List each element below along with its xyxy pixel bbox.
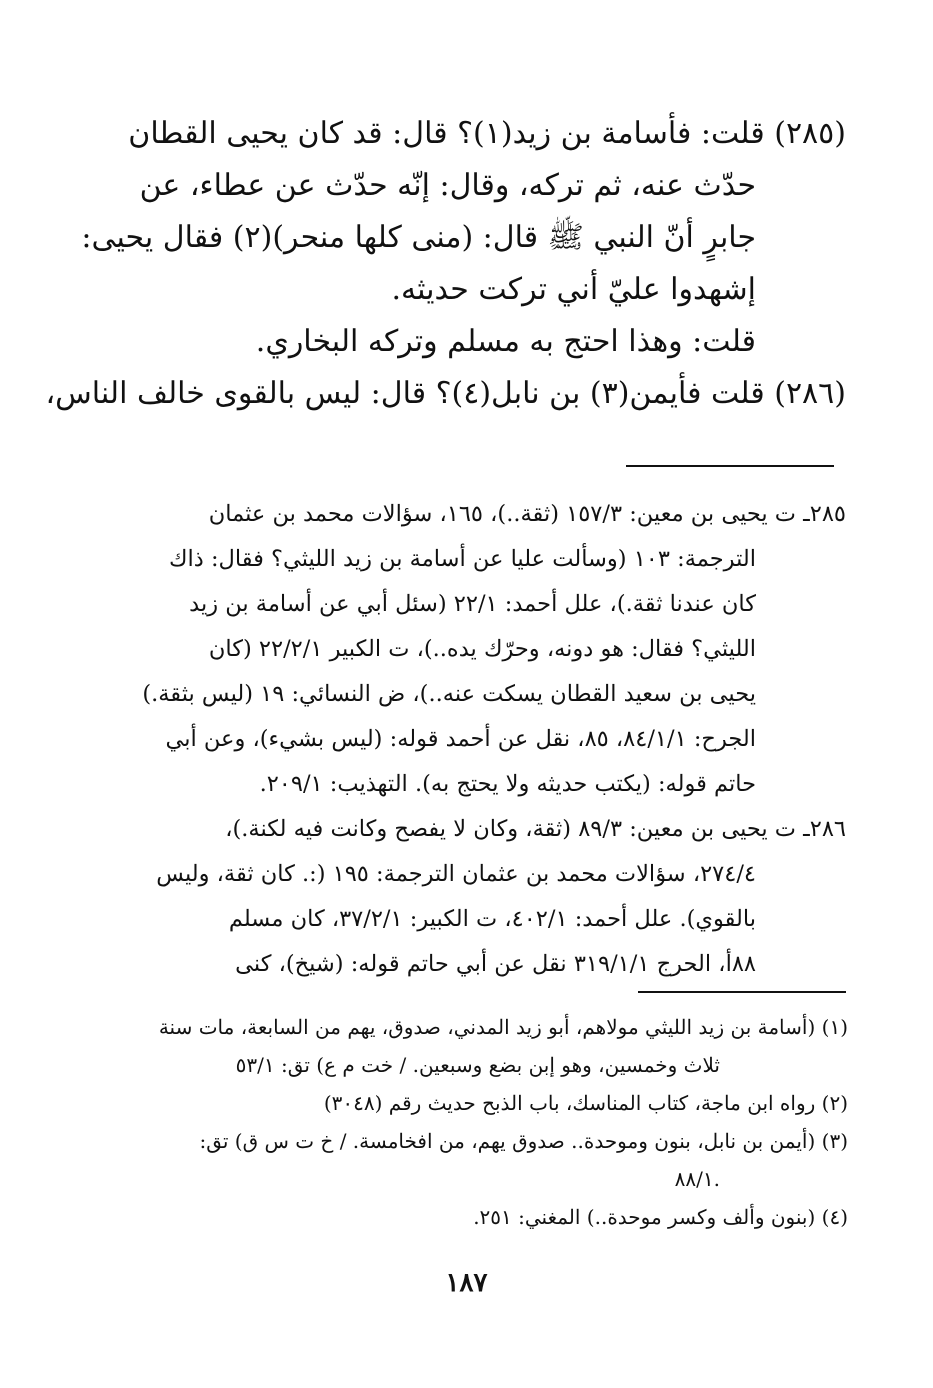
- note-line: كان عندنا ثقة.)، علل أحمد: ٢٢/١ (سئل أبي عن أسامة بن زيد: [189, 591, 756, 617]
- footnote-line: (٤) (بنون وألف وكسر موحدة..) المغني: ٢٥١.: [473, 1205, 848, 1229]
- note-line: حاتم قوله: (يكتب حديثه ولا يحتج به). التهذيب: ٢٠٩/١.: [259, 771, 756, 797]
- footnote-line: (٢) رواه ابن ماجة، كتاب المناسك، باب الذبح حديث رقم (٣٠٤٨): [323, 1091, 848, 1115]
- main-line: (٢٨٦) قلت فأيمن(٣) بن نابل(٤)؟ قال: ليس بالقوى خالف الناس،: [45, 376, 846, 411]
- main-line: جابرٍ أنّ النبي ﷺ قال: (منى كلها منحر)(٢) فقال يحيى:: [81, 220, 756, 255]
- main-text: [45, 108, 846, 420]
- separator-rule: [626, 465, 834, 467]
- note-line: الترجمة: ١٠٣ (وسألت عليا عن أسامة بن زيد الليثي؟ فقال: ذاك: [168, 546, 756, 572]
- footnote-line: .٨٨/١: [674, 1167, 720, 1191]
- note-line: بالقوي). علل أحمد: ٤٠٢/١، ت الكبير: ٣٧/٢/١، كان مسلم: [228, 906, 756, 932]
- main-line: (٢٨٥) قلت: فأسامة بن زيد(١)؟ قال: قد كان يحيى القطان: [128, 116, 846, 151]
- footnote-line: (١) (أسامة بن زيد الليثي مولاهم، أبو زيد المدني، صدوق، يهم من السابعة، مات سنة: [158, 1015, 848, 1039]
- note-line: ٢٧٤/٤، سؤالات محمد بن عثمان الترجمة: ١٩٥ (:. كان ثقة، وليس: [156, 861, 756, 887]
- note-line: الليثي؟ فقال: هو دونه، وحرّك يده..)، ت الكبير ٢٢/٢/١ (كان: [208, 636, 756, 662]
- footnotes: [142, 1008, 848, 1236]
- main-line: حدّث عنه، ثم تركه، وقال: إنّه حدّث عن عطاء، عن: [139, 168, 756, 203]
- note-line: ٨٨أ، الحرج ٣١٩/١/١ نقل عن أبي حاتم قوله: (شيخ)، كنى: [235, 951, 756, 977]
- main-line: إشهدوا عليّ أني تركت حديثه.: [391, 272, 756, 307]
- note-line: الجرح: ٨٤/١/١، ٨٥، نقل عن أحمد قوله: (ليس بشيء)، وعن أبي: [165, 726, 756, 752]
- note-line: ٢٨٥ـ ت يحيى بن معين: ١٥٧/٣ (ثقة..)، ١٦٥، سؤالات محمد بن عثمان: [208, 501, 846, 527]
- note-line: يحيى بن سعيد القطان يسكت عنه..)، ض النسائي: ١٩ (ليس بثقة.): [142, 681, 756, 707]
- footnote-rule: [638, 991, 846, 993]
- footnote-line: (٣) (أيمن بن نابل، بنون وموحدة.. صدوق يهم، من افخامسة. / خ ت س ق) تق:: [199, 1129, 848, 1153]
- footnote-line: ثلاث وخمسين، وهو إبن بضع وسبعين. / خت م ع) تق: ٥٣/١: [235, 1053, 720, 1077]
- page-number: ١٨٧: [445, 1268, 488, 1298]
- main-line: قلت: وهذا احتج به مسلم وتركه البخاري.: [255, 324, 756, 359]
- commentary-notes: [140, 492, 846, 987]
- note-line: ٢٨٦ـ ت يحيى بن معين: ٨٩/٣ (ثقة، وكان لا يفصح وكانت فيه لكنة.)،: [225, 816, 846, 842]
